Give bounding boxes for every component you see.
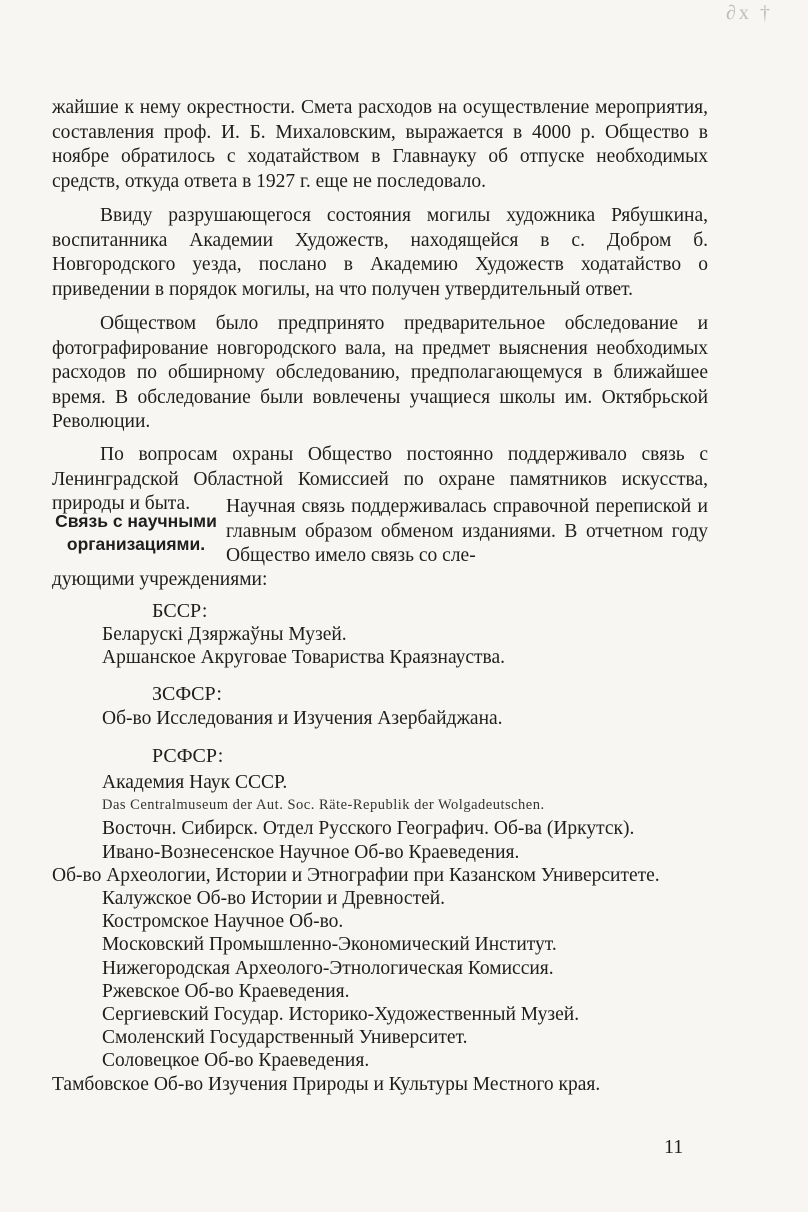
- org-list-item: Ивано-Вознесенское Научное Об-во Краеведения.: [102, 841, 520, 863]
- corner-pencil-mark: ∂х †: [726, 2, 773, 24]
- org-list-item: Соловецкое Об-во Краеведения.: [102, 1050, 370, 1072]
- section-intro-text: Научная связь поддерживалась справочной перепиской и главным образом обменом изданиями. В отчетном году Общество имело связь со сле-: [226, 496, 708, 566]
- section-heading-line-1: Связь с научными: [55, 511, 217, 531]
- org-list-item: Нижегородская Археолого-Этнологическая Комиссия.: [102, 957, 554, 979]
- org-list-item: Академия Наук СССР.: [102, 772, 288, 793]
- page-number: 11: [664, 1136, 684, 1158]
- org-list-item: Аршанское Акруговае Товариства Краязнауства.: [102, 647, 506, 669]
- org-list-item: Ржевское Об-во Краеведения.: [102, 980, 350, 1002]
- org-list-item: Об-во Исследования и Изучения Азербайджана.: [102, 708, 503, 729]
- republic-heading-bssr: БССР:: [152, 600, 208, 622]
- org-list-item: Das Centralmuseum der Aut. Soc. Räte-Republik der Wolgadeutschen.: [102, 797, 545, 814]
- section-heading-line-2: организациями.: [66, 534, 206, 554]
- org-list-item: Сергиевский Государ. Историко-Художественный Музей.: [102, 1004, 580, 1026]
- section-intro-continuation: дующими учреждениями:: [52, 569, 268, 590]
- org-list-item: Костромское Научное Об-во.: [102, 911, 344, 933]
- org-list-zsfsr: [52, 707, 712, 730]
- org-list-item: Об-во Археологии, Истории и Этнографии при Казанском Университете.: [52, 864, 660, 886]
- org-list-item: Беларускі Дзяржаўны Музей.: [102, 624, 347, 645]
- org-list-item: Московский Промышленно-Экономический Институт.: [102, 934, 557, 956]
- org-list-bssr: [52, 623, 712, 669]
- org-list-item: Калужское Об-во Истории и Древностей.: [102, 888, 446, 910]
- republic-heading-zsfsr: ЗСФСР:: [152, 683, 222, 705]
- paragraph-estimate: жайшие к нему окрестности. Смета расходов на осуществление мероприятия, составления проф. И. Б. Михаловским, выражается в 4000 р. Общество в ноябре обратилось с ходатайством в Главнауку об отпуске необходимых средств, откуда ответа в 1927 г. еще не последовало.: [52, 97, 708, 192]
- org-list-item: Восточн. Сибирск. Отдел Русского Географич. Об-ва (Иркутск).: [102, 818, 635, 840]
- paragraph-protection: По вопросам охраны Общество постоянно поддерживало связь с Ленинградской Областной Комиссией по охране памятников искусства, природы и быта.: [52, 444, 708, 514]
- paragraph-survey: Обществом было предпринято предварительное обследование и фотографирование новгородского вала, на предмет выяснения необходимых расходов по обширному обследованию, предполагающемуся в ближайшее время. В обследование были вовлечены учащиеся школы им. Октябрьской Революции.: [52, 313, 708, 432]
- section-heading: [52, 510, 220, 556]
- org-list-item: Смоленский Государственный Университет.: [102, 1027, 468, 1049]
- org-list-item: Тамбовское Об-во Изучения Природы и Культуры Местного края.: [52, 1073, 601, 1095]
- paragraph-ryabushkin-grave: Ввиду разрушающегося состояния могилы художника Рябушкина, воспитанника Академии Художеств, находящейся в с. Добром б. Новгородского уезда, послано в Академию Художеств ходатайство о приведении в порядок могилы, на что получен утвердительный ответ.: [52, 205, 708, 300]
- org-list-rsfsr: [52, 771, 712, 1096]
- republic-heading-rsfsr: РСФСР:: [152, 745, 224, 767]
